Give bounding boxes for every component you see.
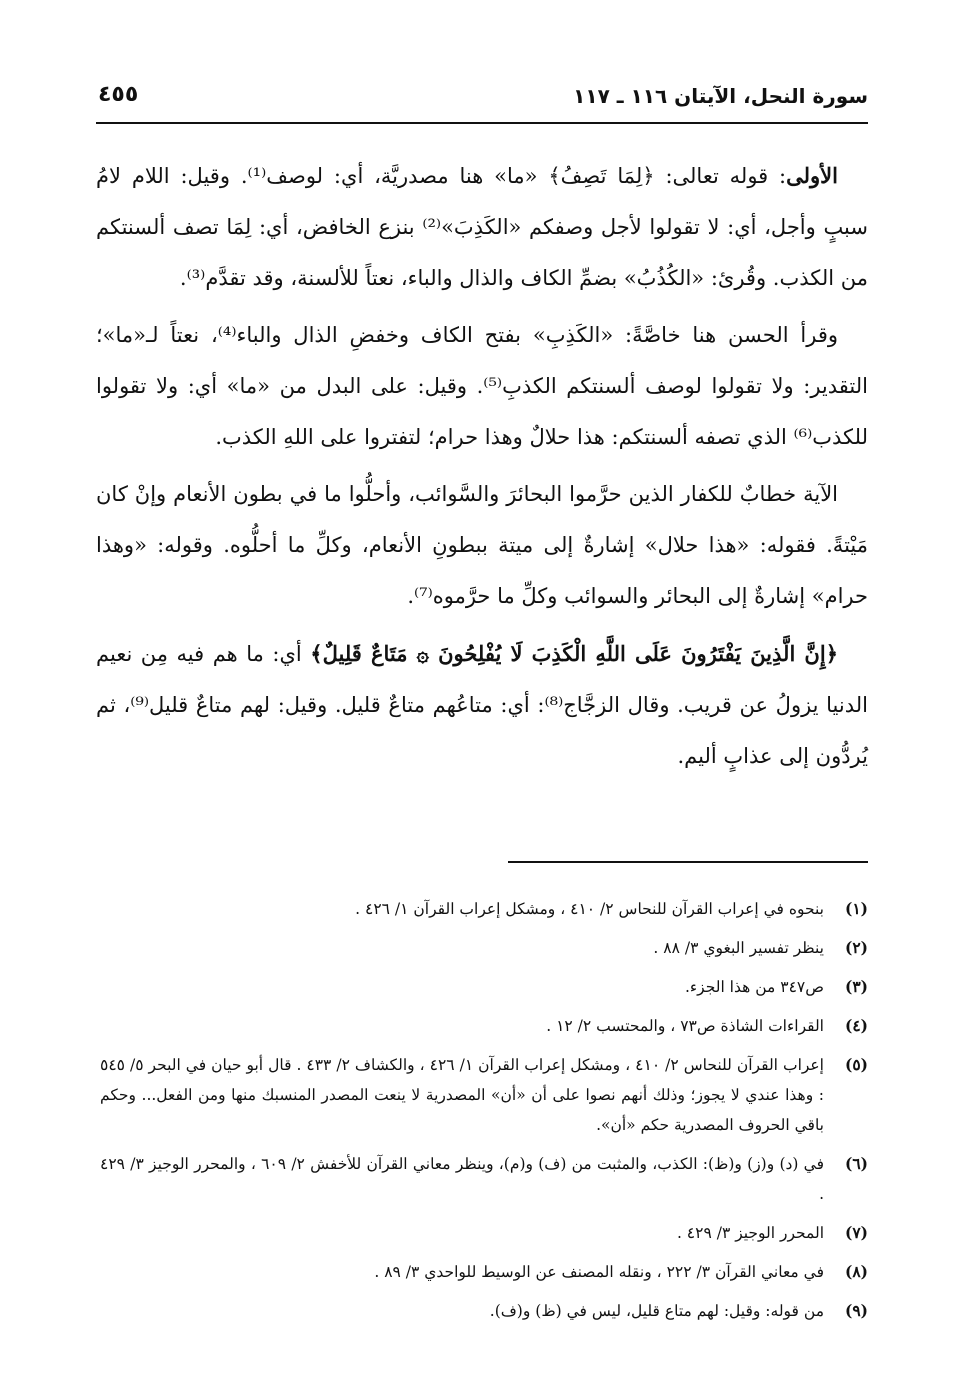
footnote-text: في (د) و(ز) و(ظ): الكذب، والمثبت من (ف) و(م)، وينظر معاني القرآن للأخفش ٢/ ٦٠٩ ، والمحرر الوجيز ٣/ ٤٢٩ . bbox=[100, 1155, 825, 1203]
footnote-number: (٩) bbox=[844, 1301, 868, 1320]
footnotes bbox=[100, 894, 868, 1335]
footnote bbox=[100, 1050, 868, 1140]
footnote bbox=[100, 1011, 868, 1041]
footnote-text: ص٣٤٧ من هذا الجزء. bbox=[684, 978, 824, 996]
footnote bbox=[100, 1149, 868, 1209]
footnote-text: من قوله: وقيل: لهم متاع قليل، ليس في (ظ) و(ف). bbox=[489, 1302, 824, 1320]
footnote bbox=[100, 894, 868, 924]
footnote bbox=[100, 972, 868, 1002]
paragraph-1-text: : قوله تعالى: ﴿لِمَا تَصِفُ﴾ «ما» هنا مصدريَّة، أي: لوصف⁽¹⁾. وقيل: اللام لامُ سببٍ وأجل، أي: لا تقولوا لأجل وصفكم «الكَذِبَ»⁽²⁾ بنزع الخافض، أي: لِمَا تصف ألسنتكم من الكذب. وقُرئ: «الكُذُبُ» بضمِّ الكاف والذال والباء، نعتاً للألسنة، وقد تقدَّم⁽³⁾. bbox=[96, 164, 868, 290]
footnote-text: القراءات الشاذة ص٧٣ ، والمحتسب ٢/ ١٢ . bbox=[546, 1017, 824, 1035]
footnote-number: (١) bbox=[844, 899, 868, 918]
footnote bbox=[100, 1218, 868, 1248]
paragraph-4 bbox=[96, 628, 868, 782]
footnote bbox=[100, 1257, 868, 1287]
paragraph-3: الآية خطابٌ للكفار الذين حرَّموا البحائرَ والسَّوائب، وأحلُّوا ما في بطون الأنعام وإنْ كان مَيْتةً. فقوله: «هذا حلال» إشارةٌ إلى ميتة ببطونِ الأنعام، وكلِّ ما أحلُّوه. وقوله: «وهذا حرام» إشارةٌ إلى البحائر والسوائب وكلِّ ما حرَّموه⁽⁷⁾. bbox=[96, 482, 868, 608]
footnote bbox=[100, 1296, 868, 1326]
paragraph-2: وقرأ الحسن هنا خاصَّةً: «الكَذِبِ» بفتح الكاف وخفضِ الذال والباء⁽⁴⁾، نعتاً لـ«ما»؛ التقدير: ولا تقولوا لوصف ألسنتكم الكذبِ⁽⁵⁾. وقيل: على البدل من «ما» أي: ولا تقولوا للكذب⁽⁶⁾ الذي تصفه ألسنتكم: هذا حلالٌ وهذا حرام؛ لتفتروا على اللهِ الكذب. bbox=[96, 323, 868, 449]
footnote-separator bbox=[508, 861, 868, 863]
footnote-number: (٦) bbox=[844, 1154, 868, 1173]
footnote-text: إعراب القرآن للنحاس ٢/ ٤١٠ ، ومشكل إعراب القرآن ١/ ٤٢٦ ، والكشاف ٢/ ٤٣٣ . قال أبو حيان في البحر ٥/ ٥٤٥ : وهذا عندي لا يجوز؛ وذلك أنهم نصوا على أن «أن» المصدرية لا ينعت المصدر المنسبك منها ومن الفعل... وحكم باقي الحروف المصدرية حكم «أن». bbox=[100, 1056, 824, 1134]
footnote-text: بنحوه في إعراب القرآن للنحاس ٢/ ٤١٠ ، ومشكل إعراب القرآن ١/ ٤٢٦ . bbox=[355, 900, 824, 918]
footnote-number: (٨) bbox=[844, 1262, 868, 1281]
footnote-number: (٧) bbox=[844, 1223, 868, 1242]
paragraph-4-text: أي: ما هم فيه مِن نعيم الدنيا يزولُ عن قريب. وقال الزجَّاج⁽⁸⁾: أي: متاعُهم متاعٌ قليل. وقيل: لهم متاعٌ قليل⁽⁹⁾، ثم يُردُّون إلى عذابٍ أليم. bbox=[96, 642, 868, 768]
quran-verse: ﴿إِنَّ الَّذِينَ يَفْتَرُونَ عَلَى اللَّهِ الْكَذِبَ لَا يُفْلِحُونَ ۞ مَتَاعٌ قَلِيلٌ﴾ bbox=[310, 641, 838, 666]
paragraph-1 bbox=[96, 150, 868, 304]
footnote bbox=[100, 933, 868, 963]
paragraph-1-lead: الأولى bbox=[786, 163, 838, 188]
footnote-number: (٣) bbox=[844, 977, 868, 996]
footnote-text: المحرر الوجيز ٣/ ٤٢٩ . bbox=[676, 1224, 824, 1242]
page-number: ٤٥٥ bbox=[98, 82, 139, 107]
footnote-number: (٢) bbox=[844, 938, 868, 957]
footnote-text: ينظر تفسير البغوي ٣/ ٨٨ . bbox=[653, 939, 824, 957]
page-header bbox=[96, 78, 868, 124]
running-title: سورة النحل، الآيتان ١١٦ ـ ١١٧ bbox=[573, 84, 868, 108]
main-text bbox=[96, 150, 868, 788]
footnote-number: (٥) bbox=[844, 1055, 868, 1074]
footnote-number: (٤) bbox=[844, 1016, 868, 1035]
footnote-text: في معاني القرآن ٣/ ٢٢٢ ، ونقله المصنف عن الوسيط للواحدي ٣/ ٨٩ . bbox=[374, 1263, 824, 1281]
